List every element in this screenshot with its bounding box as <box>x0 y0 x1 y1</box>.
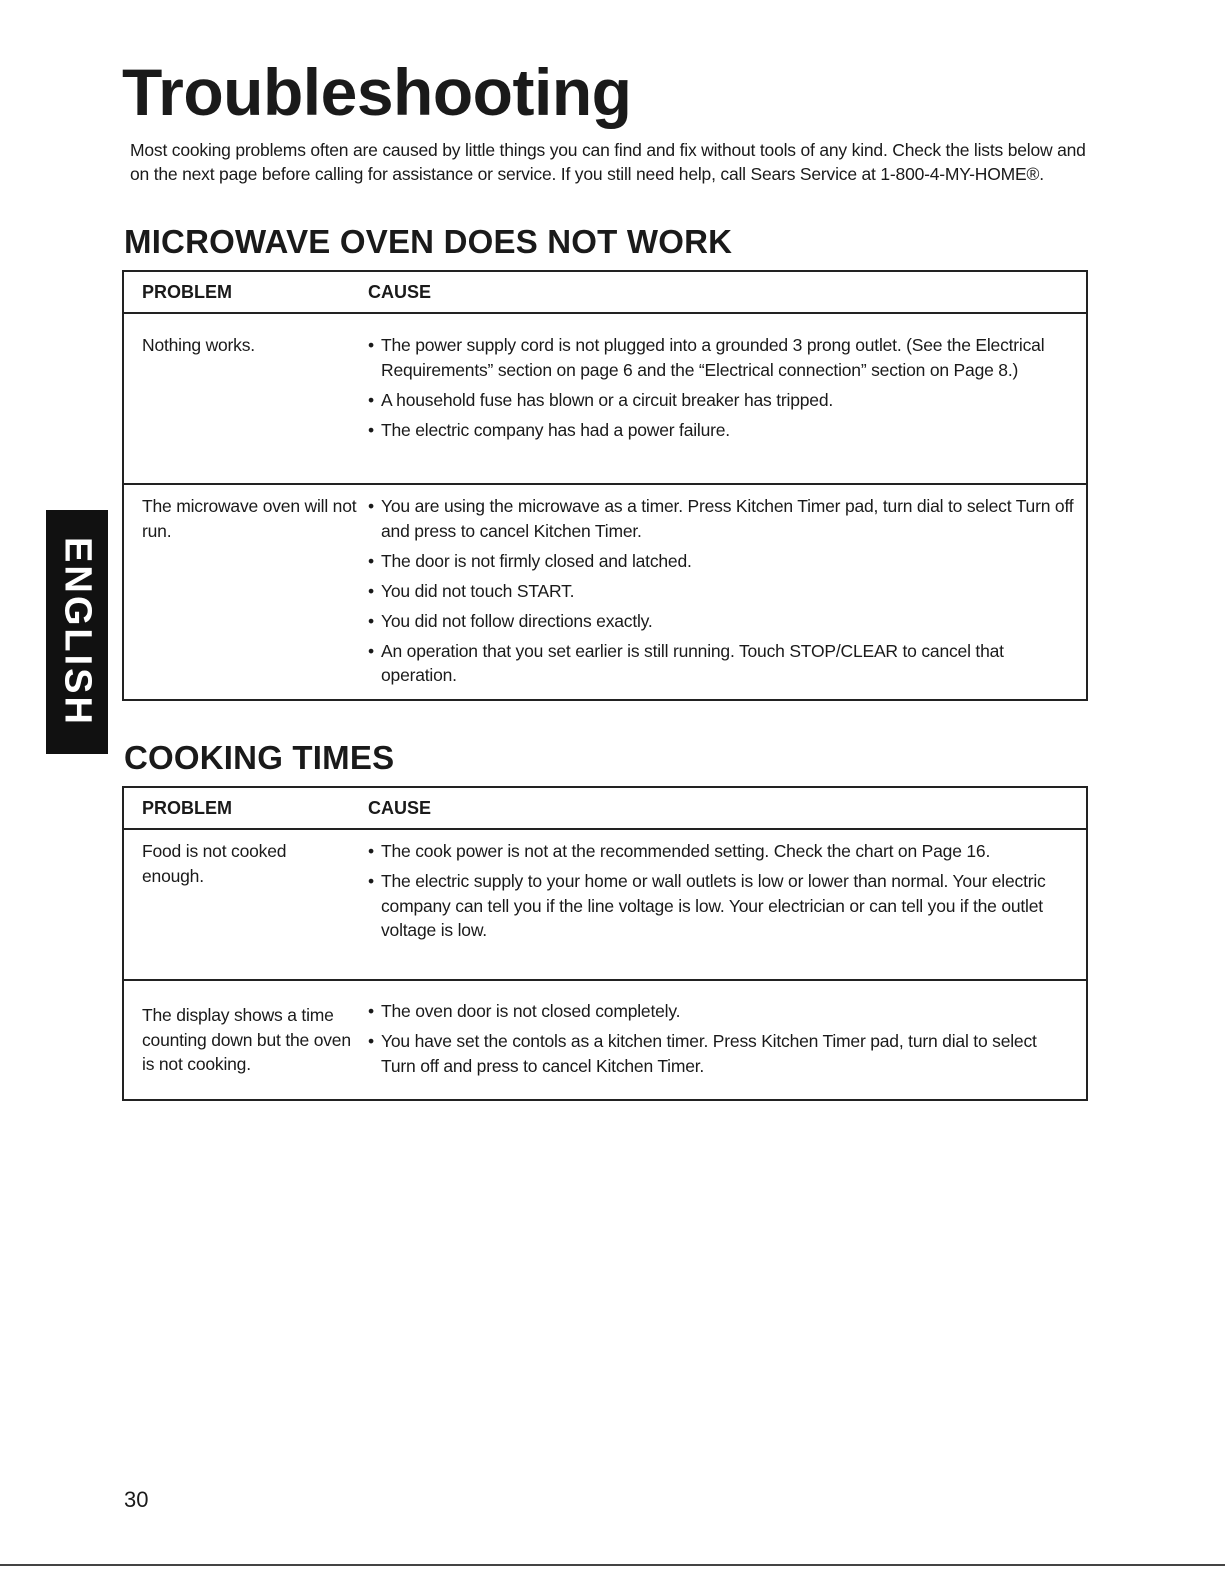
cause-item: • The electric supply to your home or wall outlets is low or lower than normal. Your electric company can tell you if the line voltage is low. Your electrician or can tell you if the outlet voltage is low. <box>368 869 1074 943</box>
intro-paragraph: Most cooking problems often are caused by little things you can find and fix without tools of any kind. Check the lists below and on the next page before calling for assistance or service. If you still need help, call Sears Service at 1-800-4-MY-HOME®. <box>130 140 1086 184</box>
cause-list <box>368 999 1086 1078</box>
table-header <box>123 271 1087 313</box>
cause-cell <box>368 829 1087 980</box>
table-row <box>123 829 1087 980</box>
problem-text: Food is not cooked enough. <box>142 841 287 886</box>
language-side-tab-label: ENGLISH <box>56 537 99 727</box>
page-number: 30 <box>124 1487 149 1512</box>
header-problem: PROBLEM <box>123 787 368 829</box>
cause-list <box>368 839 1086 943</box>
table-row <box>123 980 1087 1100</box>
cause-item: • An operation that you set earlier is still running. Touch STOP/CLEAR to cancel that operation. <box>368 639 1074 688</box>
cause-list <box>368 494 1086 688</box>
cause-item: • You have set the contols as a kitchen timer. Press Kitchen Timer pad, turn dial to select Turn off and press to cancel Kitchen Timer. <box>368 1029 1074 1078</box>
problem-text: The display shows a time counting down but the oven is not cooking. <box>142 1005 351 1074</box>
problem-cell <box>123 980 368 1100</box>
header-cause: CAUSE <box>368 787 1087 829</box>
header-problem: PROBLEM <box>123 271 368 313</box>
header-cause: CAUSE <box>368 271 1087 313</box>
section-title-oven-not-work: MICROWAVE OVEN DOES NOT WORK <box>124 223 733 260</box>
footer-rule <box>0 1564 1225 1566</box>
problem-cell <box>123 313 368 484</box>
problem-text: Nothing works. <box>142 335 255 355</box>
cause-item: • The electric company has had a power failure. <box>368 418 1074 443</box>
table-row <box>123 484 1087 700</box>
language-side-tab <box>46 510 108 754</box>
cause-cell <box>368 313 1087 484</box>
cause-item: • You are using the microwave as a timer. Press Kitchen Timer pad, turn dial to select Turn off and press to cancel Kitchen Timer. <box>368 494 1074 543</box>
section-title-cooking-times: COOKING TIMES <box>124 739 395 776</box>
cause-item: • You did not follow directions exactly. <box>368 609 1074 634</box>
problem-cell <box>123 484 368 700</box>
cause-cell <box>368 484 1087 700</box>
problem-cell <box>123 829 368 980</box>
table-cooking-times <box>122 786 1088 1101</box>
cause-item: • The power supply cord is not plugged into a grounded 3 prong outlet. (See the Electrical Requirements” section on page 6 and the “Electrical connection” section on Page 8.) <box>368 333 1074 382</box>
cause-cell <box>368 980 1087 1100</box>
table-oven-not-work <box>122 270 1088 701</box>
page-title: Troubleshooting <box>122 55 632 129</box>
cause-item: • The cook power is not at the recommended setting. Check the chart on Page 16. <box>368 839 1074 864</box>
cause-item: • The door is not firmly closed and latched. <box>368 549 1074 574</box>
cause-item: • The oven door is not closed completely. <box>368 999 1074 1024</box>
table-row <box>123 313 1087 484</box>
problem-text: The microwave oven will not run. <box>142 496 357 541</box>
cause-item: • A household fuse has blown or a circuit breaker has tripped. <box>368 388 1074 413</box>
cause-item: • You did not touch START. <box>368 579 1074 604</box>
table-header <box>123 787 1087 829</box>
cause-list <box>368 333 1086 442</box>
